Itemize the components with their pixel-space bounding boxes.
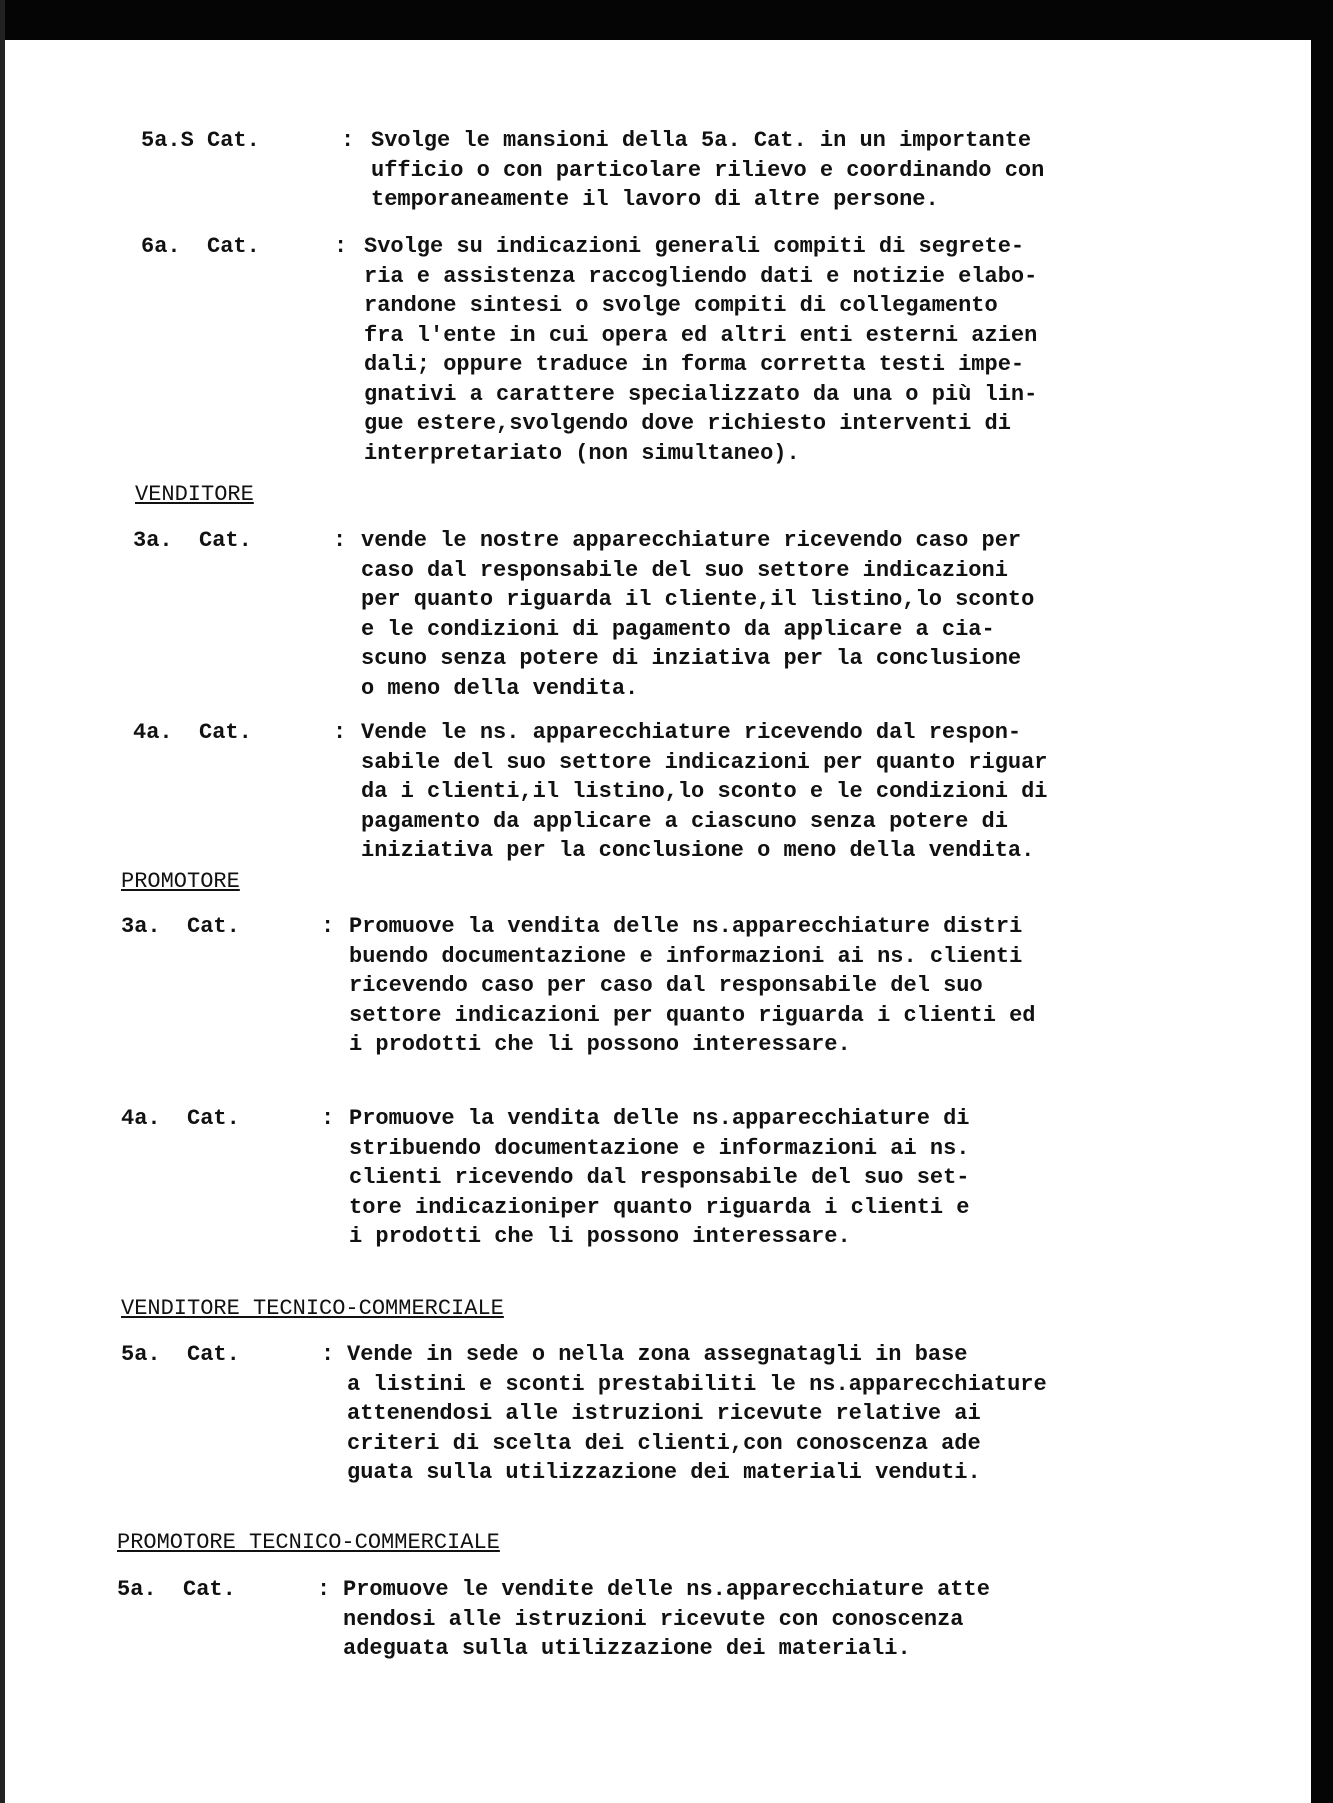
text-line: a listini e sconti prestabiliti le ns.apparecchiature: [347, 1371, 1047, 1397]
text-line: gnativi a carattere specializzato da una o più lin-: [364, 381, 1038, 407]
text-line: ria e assistenza raccogliendo dati e notizie elabo-: [364, 263, 1038, 289]
text-line: nendosi alle istruzioni ricevute con conoscenza: [343, 1606, 964, 1632]
text-line: settore indicazioni per quanto riguarda i clienti ed: [349, 1002, 1036, 1028]
text-line: i prodotti che li possono interessare.: [349, 1032, 851, 1057]
entry-code: 5a. Cat.: [121, 1342, 240, 1367]
text-line: interpretariato (non simultaneo).: [364, 440, 800, 466]
text-line: adeguata sulla utilizzazione dei materiali.: [343, 1636, 911, 1661]
section-title-venditore-tecnico-commerciale: VENDITORE TECNICO-COMMERCIALE: [121, 1296, 504, 1321]
entry-colon: :: [317, 1577, 331, 1602]
entry-code: 4a. Cat.: [133, 720, 252, 745]
entry-text: [371, 126, 1044, 215]
text-line: i prodotti che li possono interessare.: [349, 1224, 851, 1249]
section-title-promotore-tecnico-commerciale: PROMOTORE TECNICO-COMMERCIALE: [117, 1530, 500, 1555]
text-line: dali; oppure traduce in forma corretta testi impe-: [364, 352, 1025, 377]
section-title-venditore: VENDITORE: [135, 482, 254, 507]
text-line: caso dal responsabile del suo settore indicazioni: [361, 557, 1008, 583]
entry-colon: :: [334, 234, 348, 259]
section-title-promotore: PROMOTORE: [121, 869, 240, 894]
text-line: pagamento da applicare a ciascuno senza potere di: [361, 808, 1008, 834]
text-line: guata sulla utilizzazione dei materiali venduti.: [347, 1460, 981, 1485]
entry-colon: :: [321, 1342, 335, 1367]
entry-colon: :: [333, 720, 347, 745]
entry-text: [364, 232, 1037, 468]
entry-colon: :: [341, 128, 355, 153]
text-line: ricevendo caso per caso dal responsabile del suo: [349, 973, 983, 998]
text-line: Vende le ns. apparecchiature ricevendo dal respon-: [361, 720, 1022, 745]
entry-code: 4a. Cat.: [121, 1106, 240, 1131]
entry-code: 3a. Cat.: [133, 528, 252, 553]
entry-text: [361, 526, 1034, 703]
entry-code: 3a. Cat.: [121, 914, 240, 939]
entry-code: 5a.S Cat.: [141, 128, 260, 153]
entry-text: [347, 1340, 1047, 1488]
text-line: fra l'ente in cui opera ed altri enti esterni azien: [364, 322, 1038, 348]
text-line: per quanto riguarda il cliente,il listino,lo sconto: [361, 587, 1035, 612]
text-line: clienti ricevendo dal responsabile del suo set-: [349, 1165, 970, 1190]
entry-text: [349, 1104, 970, 1252]
text-line: scuno senza potere di inziativa per la conclusione: [361, 646, 1022, 671]
text-line: vende le nostre apparecchiature ricevendo caso per: [361, 528, 1022, 553]
text-line: iniziativa per la conclusione o meno della vendita.: [361, 838, 1035, 863]
entry-colon: :: [321, 914, 335, 939]
text-line: Promuove la vendita delle ns.apparecchiature distri: [349, 914, 1023, 939]
text-line: criteri di scelta dei clienti,con conoscenza ade: [347, 1430, 981, 1456]
text-line: gue estere,svolgendo dove richiesto interventi di: [364, 411, 1011, 436]
entry-text: [349, 912, 1036, 1060]
text-line: Svolge le mansioni della 5a. Cat. in un importante: [371, 128, 1032, 153]
text-line: buendo documentazione e informazioni ai ns. clienti: [349, 943, 1023, 969]
entry-text: [343, 1575, 990, 1664]
entry-text: [361, 718, 1048, 866]
entry-code: 6a. Cat.: [141, 234, 260, 259]
text-line: Promuove le vendite delle ns.apparecchiature atte: [343, 1577, 990, 1602]
text-line: o meno della vendita.: [361, 675, 639, 701]
text-line: stribuendo documentazione e informazioni ai ns.: [349, 1135, 970, 1161]
text-line: tore indicazioniper quanto riguarda i clienti e: [349, 1194, 970, 1220]
entry-colon: :: [321, 1106, 335, 1131]
text-line: da i clienti,il listino,lo sconto e le condizioni di: [361, 779, 1048, 804]
text-line: e le condizioni di pagamento da applicare a cia-: [361, 616, 995, 642]
text-line: Promuove la vendita delle ns.apparecchiature di: [349, 1106, 970, 1131]
text-line: randone sintesi o svolge compiti di collegamento: [364, 293, 998, 318]
text-line: attenendosi alle istruzioni ricevute relative ai: [347, 1401, 981, 1426]
text-line: ufficio o con particolare rilievo e coordinando con: [371, 157, 1045, 183]
text-line: temporaneamente il lavoro di altre persone.: [371, 187, 939, 212]
entry-colon: :: [333, 528, 347, 553]
text-line: Vende in sede o nella zona assegnatagli in base: [347, 1342, 968, 1367]
text-line: Svolge su indicazioni generali compiti di segrete-: [364, 234, 1025, 259]
entry-code: 5a. Cat.: [117, 1577, 236, 1602]
text-line: sabile del suo settore indicazioni per quanto riguar: [361, 749, 1048, 775]
